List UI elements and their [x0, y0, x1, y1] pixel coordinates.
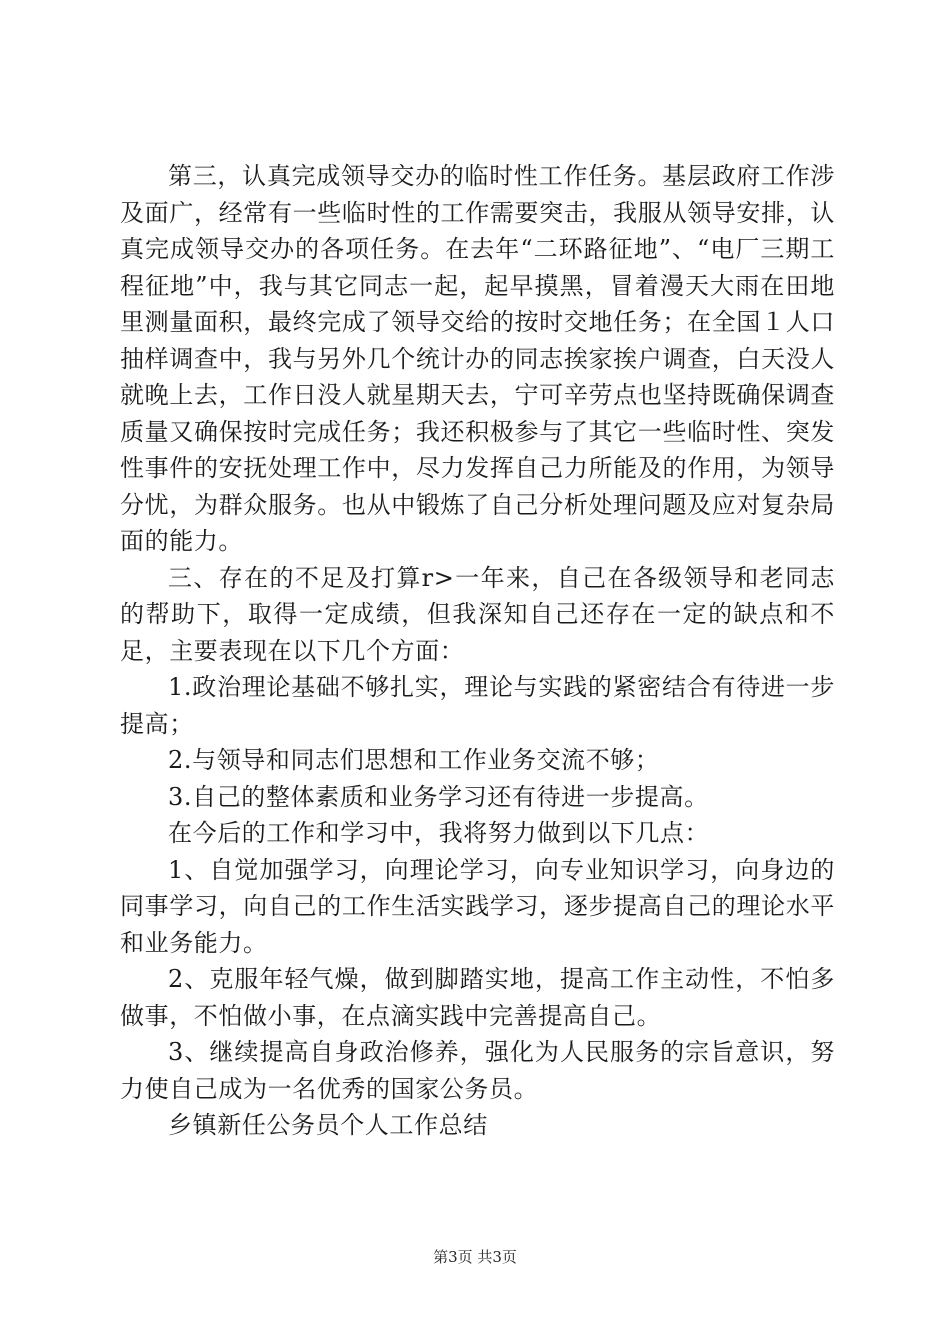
- paragraph-shortcoming-1: 1.政治理论基础不够扎实，理论与实践的紧密结合有待进一步提高；: [120, 673, 835, 738]
- paragraph-plan-2: 2、克服年轻气燥，做到脚踏实地，提高工作主动性，不怕多做事，不怕做小事，在点滴实践中完善提高自己。: [120, 965, 835, 1030]
- paragraph-plans-intro: 在今后的工作和学习中，我将努力做到以下几点：: [168, 819, 710, 847]
- page-footer: 第3页 共3页: [433, 1248, 517, 1266]
- paragraph-shortcoming-3: 3.自己的整体素质和业务学习还有待进一步提高。: [168, 782, 709, 811]
- paragraph-shortcoming-2: 2.与领导和同志们思想和工作业务交流不够；: [168, 746, 660, 774]
- document-body: [120, 158, 835, 1144]
- paragraph-plan-1: 1、自觉加强学习，向理论学习，向专业知识学习，向身边的同事学习，向自己的工作生活实践学习，逐步提高自己的理论水平和业务能力。: [120, 855, 835, 957]
- paragraph-plan-3: 3、继续提高自身政治修养，强化为人民服务的宗旨意识，努力使自己成为一名优秀的国家公务员。: [120, 1038, 835, 1103]
- paragraph-shortcomings-intro: 三、存在的不足及打算r>一年来，自己在各级领导和老同志的帮助下，取得一定成绩，但我深知自己还存在一定的缺点和不足，主要表现在以下几个方面：: [120, 563, 835, 665]
- paragraph-temporary-tasks: 第三，认真完成领导交办的临时性工作任务。基层政府工作涉及面广，经常有一些临时性的工作需要突击，我服从领导安排，认真完成领导交办的各项任务。在去年“二环路征地”、“电厂三期工程征地”中，我与其它同志一起，起早摸黑，冒着漫天大雨在田地里测量面积，最终完成了领导交给的按时交地任务；在全国１人口抽样调查中，我与另外几个统计办的同志挨家挨户调查，白天没人就晚上去，工作日没人就星期天去，宁可辛劳点也坚持既确保调查质量又确保按时完成任务；我还积极参与了其它一些临时性、突发性事件的安抚处理工作中，尽力发挥自己力所能及的作用，为领导分忧，为群众服务。也从中锻炼了自己分析处理问题及应对复杂局面的能力。: [120, 162, 835, 555]
- paragraph-closing-title: 乡镇新任公务员个人工作总结: [168, 1111, 488, 1139]
